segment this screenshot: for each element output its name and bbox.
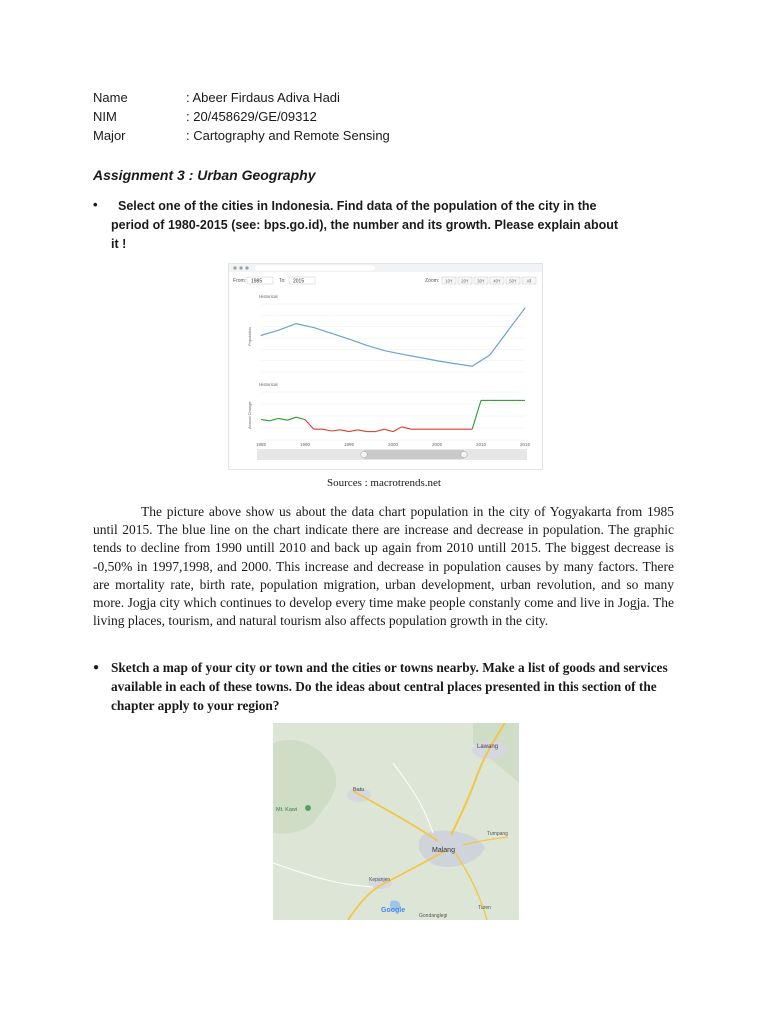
label-lawang: Lawang xyxy=(477,744,499,750)
assignment-title: Assignment 3 : Urban Geography xyxy=(93,167,316,183)
population-point xyxy=(437,360,438,361)
explanation-text: The picture above show us about the data chart population in the city of Yogyakarta from 1985 until 2015. The blue line on the chart indicate there are increase and decrease in population. The graphic tends to decline from 1990 untill 2010 and back up again from 2010 untill 2015. The biggest decrease is -0,50% in 1997,1998, and 2000. This increase and decrease in population causes by many factors. There are mortality rate, birth rate, population migration, urban development, urban revolution, and so many more. Jogja city which continues to develop every time make people constanly come and live in Jogja. The living places, tourism, and natural tourism also affects population growth in the city. xyxy=(93,504,674,629)
lower-gridlines xyxy=(261,392,525,440)
population-point xyxy=(349,339,350,340)
major-value: : Cartography and Remote Sensing xyxy=(186,128,390,143)
lower-panel-label: Historical xyxy=(259,382,278,387)
label-mt-kawi: Mt. Kawi xyxy=(276,807,298,813)
population-point xyxy=(472,366,473,367)
label-kepanjen: Kepanjen xyxy=(369,877,391,883)
x-tick-label: 1995 xyxy=(343,442,355,447)
growth-segment xyxy=(472,400,481,429)
growth-segment xyxy=(279,418,288,420)
x-tick-label: 2000 xyxy=(387,442,399,447)
population-point xyxy=(507,331,508,332)
x-tick-label: 2010 xyxy=(475,442,487,447)
growth-segment xyxy=(349,430,358,432)
chart-svg xyxy=(229,264,542,469)
upper-gridlines xyxy=(261,304,525,372)
growth-segment xyxy=(384,429,393,431)
growth-segment xyxy=(323,429,332,431)
population-point xyxy=(384,350,385,351)
zoom-button-label: 30Y xyxy=(477,278,485,284)
lower-y-axis-label: Annual Change xyxy=(247,401,252,429)
question-2: Sketch a map of your city or town and the cities or towns nearby. Make a list of goods and services available in each of these towns. Do the ideas about central places presented in this section of the chapter apply to your region? xyxy=(111,660,668,713)
question-1 xyxy=(111,197,674,254)
upper-panel-label: Historical xyxy=(259,294,278,299)
population-point xyxy=(296,323,297,324)
growth-segment xyxy=(287,417,296,420)
zoom-button-label: 50Y xyxy=(509,278,517,284)
x-tick-label: 2015 xyxy=(519,442,531,447)
zoom-buttons xyxy=(442,277,536,284)
malang-region-map xyxy=(273,723,519,920)
population-point xyxy=(401,354,402,355)
reload-icon xyxy=(245,266,248,269)
zoom-button-label: 10Y xyxy=(445,278,453,284)
growth-segment xyxy=(340,430,349,432)
map-svg xyxy=(273,723,519,920)
population-point xyxy=(261,335,262,336)
population-series-line xyxy=(261,308,525,366)
from-label: From: xyxy=(233,278,247,284)
to-value: 2015 xyxy=(293,278,305,285)
bullet-2: ● xyxy=(93,662,100,673)
name-label: Name xyxy=(93,90,128,105)
x-tick-label: 2005 xyxy=(431,442,443,447)
label-gondanglegi: Gondanglegi xyxy=(419,913,448,919)
growth-segment xyxy=(261,420,270,421)
population-point xyxy=(331,333,332,334)
student-info xyxy=(93,88,493,148)
growth-segment xyxy=(375,429,384,431)
zoom-button-label: 20Y xyxy=(461,278,469,284)
bullet-1: • xyxy=(93,197,98,212)
population-point xyxy=(525,307,526,308)
growth-segment xyxy=(393,427,402,432)
navigator-left-handle[interactable] xyxy=(361,451,367,457)
major-label: Major xyxy=(93,128,126,143)
label-malang: Malang xyxy=(432,847,455,854)
forward-icon xyxy=(239,266,242,269)
label-tumpang: Tumpang xyxy=(487,831,508,837)
population-point xyxy=(419,357,420,358)
question-1-line-2: period of 1980-2015 (see: bps.go.id), the number and its growth. Please explain about xyxy=(111,218,619,232)
population-point xyxy=(313,327,314,328)
growth-segment xyxy=(296,417,305,419)
x-axis-ticks xyxy=(256,442,531,447)
from-value: 1985 xyxy=(251,278,263,285)
growth-segment xyxy=(270,418,279,420)
nim-value: : 20/458629/GE/09312 xyxy=(186,109,317,124)
population-point xyxy=(278,330,279,331)
navigator-range[interactable] xyxy=(364,450,464,459)
google-logo: Google xyxy=(381,907,406,914)
population-point xyxy=(454,363,455,364)
back-icon xyxy=(233,266,236,269)
nim-label: NIM xyxy=(93,109,117,124)
label-batu: Batu xyxy=(353,787,365,793)
navigator-right-handle[interactable] xyxy=(461,451,467,457)
question-1-line-3: it ! xyxy=(111,237,127,251)
population-point xyxy=(489,355,490,356)
name-value: : Abeer Firdaus Adiva Hadi xyxy=(186,90,340,105)
zoom-button-label: 40Y xyxy=(493,278,501,284)
zoom-button-label: All xyxy=(526,278,532,284)
explanation-paragraph xyxy=(93,503,674,630)
label-turen: Turen xyxy=(478,905,491,911)
address-bar xyxy=(255,266,375,271)
x-tick-label: 1985 xyxy=(255,442,267,447)
chart-caption: Sources : macrotrends.net xyxy=(327,477,441,489)
x-tick-label: 1990 xyxy=(299,442,311,447)
population-point xyxy=(366,345,367,346)
growth-segment xyxy=(331,430,340,431)
zoom-label: Zoom: xyxy=(425,278,440,284)
population-chart-screenshot xyxy=(228,263,543,470)
to-label: To: xyxy=(279,278,286,284)
mountain-marker-icon xyxy=(305,805,311,811)
upper-y-axis-label: Population xyxy=(247,327,252,346)
growth-segment xyxy=(358,430,367,432)
question-1-line-1: Select one of the cities in Indonesia. Find data of the population of the city in the xyxy=(118,199,597,213)
